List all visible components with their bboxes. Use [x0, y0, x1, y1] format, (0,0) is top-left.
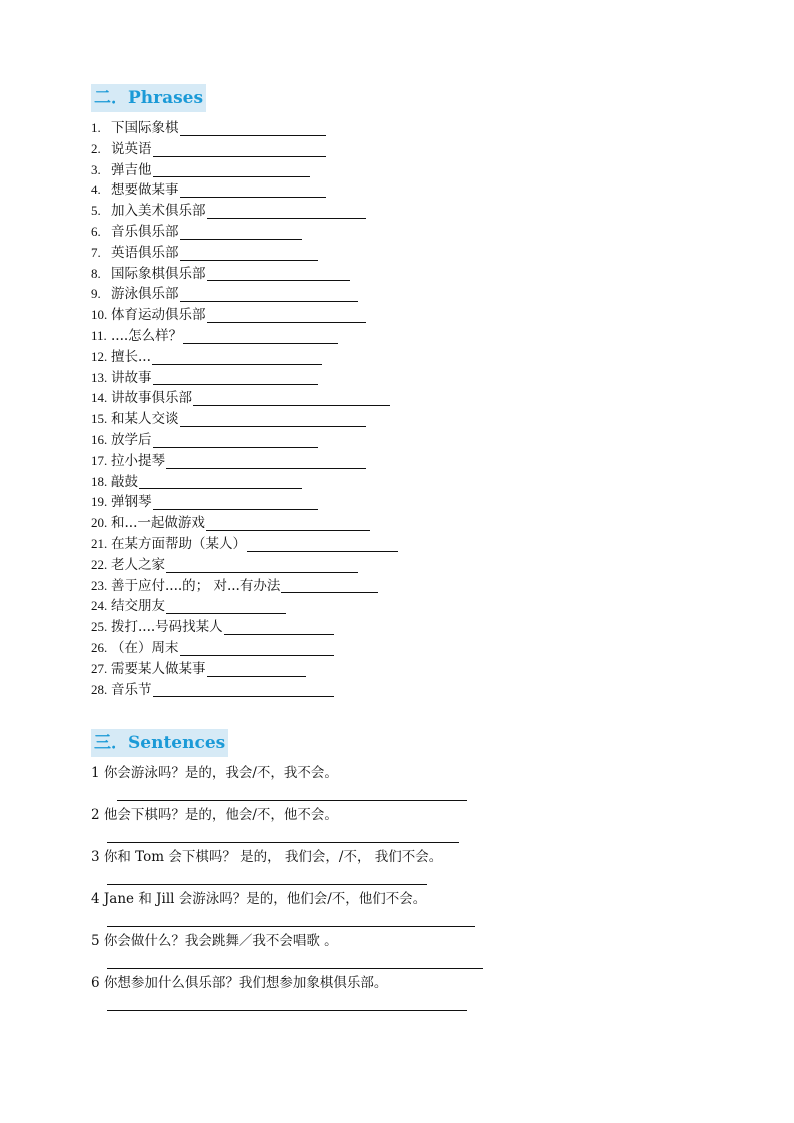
answer-blank[interactable] [193, 390, 390, 406]
phrases-list [91, 118, 398, 700]
sentence-item [91, 888, 442, 930]
phrase-text: 加入美术俱乐部 [111, 203, 206, 220]
sentence-prompt: 6 你想参加什么俱乐部？我们想参加象棋俱乐部。 [91, 975, 388, 991]
answer-blank[interactable] [139, 473, 302, 489]
phrase-number: 26. [91, 639, 108, 655]
phrase-item [91, 576, 398, 597]
phrase-text: （在）周末 [111, 639, 179, 656]
phrase-item [91, 492, 398, 513]
phrase-text: 体育运动俱乐部 [111, 307, 206, 324]
phrase-text: 弹吉他 [111, 161, 152, 178]
phrase-number: 15. [91, 411, 108, 427]
answer-blank[interactable] [207, 203, 366, 219]
phrase-text: 放学后 [111, 431, 152, 448]
phrase-text: 国际象棋俱乐部 [111, 265, 206, 282]
phrase-item [91, 264, 398, 285]
sentences-heading: 三．Sentences [91, 729, 228, 757]
answer-blank[interactable] [183, 328, 338, 344]
phrase-text: 老人之家 [111, 556, 165, 573]
phrase-text: 弹钢琴 [111, 494, 152, 511]
phrase-text: 需要某人做某事 [111, 660, 206, 677]
phrase-text: 讲故事 [111, 369, 152, 386]
phrase-number: 23. [91, 577, 108, 593]
answer-blank[interactable] [224, 619, 334, 635]
sentence-item [91, 804, 442, 846]
phrase-item [91, 139, 398, 160]
phrase-text: 敲鼓 [111, 473, 138, 490]
phrase-number: 19. [91, 494, 108, 510]
phrase-number: 4. [91, 182, 101, 198]
phrase-text: 音乐节 [111, 681, 152, 698]
phrase-number: 12. [91, 348, 108, 364]
phrase-text: ....怎么样？ [111, 327, 183, 344]
answer-blank[interactable] [166, 557, 358, 573]
answer-blank[interactable] [180, 224, 302, 240]
phrase-number: 27. [91, 660, 108, 676]
phrase-number: 16. [91, 431, 108, 447]
sentences-list [91, 762, 442, 1014]
phrase-item [91, 118, 398, 139]
sentence-prompt: 5 你会做什么？我会跳舞／我不会唱歌 。 [91, 933, 338, 949]
answer-line[interactable] [117, 800, 467, 801]
answer-line[interactable] [107, 884, 427, 885]
phrase-number: 9. [91, 286, 101, 302]
phrase-number: 10. [91, 307, 108, 323]
phrase-text: 和某人交谈 [111, 411, 179, 428]
phrase-text: 游泳俱乐部 [111, 286, 179, 303]
phrase-item [91, 284, 398, 305]
phrase-item [91, 659, 398, 680]
answer-blank[interactable] [180, 182, 326, 198]
phrase-item [91, 305, 398, 326]
sentence-item [91, 930, 442, 972]
answer-blank[interactable] [153, 369, 318, 385]
phrase-number: 28. [91, 681, 108, 697]
answer-line[interactable] [107, 968, 483, 969]
answer-blank[interactable] [153, 681, 334, 697]
phrase-item [91, 160, 398, 181]
answer-blank[interactable] [180, 640, 334, 656]
phrase-text: 想要做某事 [111, 182, 179, 199]
phrase-item [91, 180, 398, 201]
sentence-prompt: 2 他会下棋吗？是的，他会/不，他不会。 [91, 807, 338, 823]
answer-blank[interactable] [180, 245, 318, 261]
answer-blank[interactable] [207, 307, 366, 323]
phrases-heading: 二．Phrases [91, 84, 206, 112]
phrase-text: 说英语 [111, 140, 152, 157]
phrase-text: 擅长... [111, 348, 151, 365]
phrase-item [91, 680, 398, 701]
answer-line[interactable] [107, 926, 475, 927]
phrase-item [91, 555, 398, 576]
answer-blank[interactable] [153, 494, 318, 510]
phrase-item [91, 472, 398, 493]
phrase-text: 善于应付....的； 对...有办法 [111, 577, 281, 594]
sentence-prompt: 4 Jane 和 Jill 会游泳吗？是的，他们会/不，他们不会。 [91, 891, 427, 907]
phrase-item [91, 513, 398, 534]
phrase-number: 24. [91, 598, 108, 614]
phrase-text: 音乐俱乐部 [111, 223, 179, 240]
phrase-item [91, 243, 398, 264]
phrase-number: 20. [91, 515, 108, 531]
answer-blank[interactable] [180, 120, 326, 136]
phrase-item [91, 368, 398, 389]
answer-blank[interactable] [166, 598, 286, 614]
sentence-item [91, 762, 442, 804]
sentence-item [91, 972, 442, 1014]
phrase-text: 和...一起做游戏 [111, 515, 205, 532]
phrase-item [91, 534, 398, 555]
phrase-text: 在某方面帮助（某人） [111, 535, 246, 552]
phrase-number: 18. [91, 473, 108, 489]
phrase-text: 讲故事俱乐部 [111, 390, 192, 407]
answer-blank[interactable] [247, 536, 398, 552]
answer-blank[interactable] [153, 141, 326, 157]
phrase-text: 结交朋友 [111, 598, 165, 615]
answer-blank[interactable] [206, 515, 370, 531]
phrase-number: 11. [91, 327, 107, 343]
answer-line[interactable] [107, 1010, 467, 1011]
phrase-number: 13. [91, 369, 108, 385]
phrase-number: 14. [91, 390, 108, 406]
answer-blank[interactable] [207, 265, 350, 281]
phrase-number: 22. [91, 556, 108, 572]
phrase-item [91, 326, 398, 347]
answer-blank[interactable] [153, 432, 318, 448]
answer-blank[interactable] [180, 411, 366, 427]
phrase-number: 8. [91, 265, 101, 281]
phrase-text: 拨打....号码找某人 [111, 619, 223, 636]
phrase-number: 6. [91, 223, 101, 239]
phrase-item [91, 347, 398, 368]
phrase-item [91, 222, 398, 243]
answer-blank[interactable] [281, 577, 378, 593]
phrase-number: 25. [91, 619, 108, 635]
phrase-text: 拉小提琴 [111, 452, 165, 469]
phrase-item [91, 430, 398, 451]
phrase-text: 下国际象棋 [111, 120, 179, 136]
answer-blank[interactable] [153, 161, 310, 177]
phrase-number: 7. [91, 244, 101, 260]
phrase-item [91, 388, 398, 409]
phrase-item [91, 596, 398, 617]
phrase-item [91, 617, 398, 638]
answer-blank[interactable] [180, 286, 358, 302]
phrase-item [91, 409, 398, 430]
answer-blank[interactable] [207, 661, 306, 677]
sentence-item [91, 846, 442, 888]
phrase-item [91, 638, 398, 659]
phrase-item [91, 451, 398, 472]
answer-blank[interactable] [152, 349, 322, 365]
phrase-number: 5. [91, 203, 101, 219]
answer-line[interactable] [107, 842, 459, 843]
phrase-number: 1. [91, 120, 101, 135]
phrase-number: 3. [91, 161, 101, 177]
answer-blank[interactable] [166, 453, 366, 469]
phrase-text: 英语俱乐部 [111, 244, 179, 261]
sentence-prompt: 1 你会游泳吗？是的，我会/不，我不会。 [91, 765, 338, 781]
sentence-prompt: 3 你和 Tom 会下棋吗？ 是的， 我们会，/不， 我们不会。 [91, 849, 443, 865]
phrase-item [91, 201, 398, 222]
phrase-number: 21. [91, 535, 108, 551]
phrase-number: 17. [91, 452, 108, 468]
phrase-number: 2. [91, 140, 101, 156]
